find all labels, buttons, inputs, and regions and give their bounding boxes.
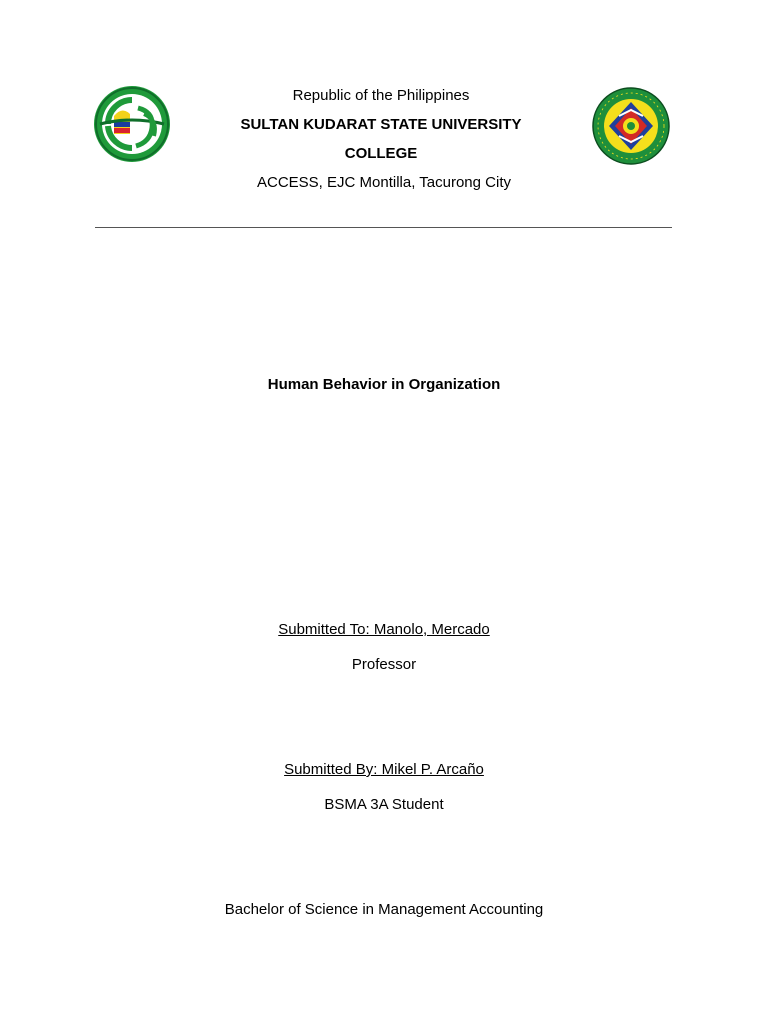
submitted-to-block — [0, 621, 768, 639]
program-name: Bachelor of Science in Management Accounting — [224, 901, 544, 918]
header-divider — [95, 227, 672, 228]
document-title: Human Behavior in Organization — [267, 376, 501, 393]
professor-label: Professor — [351, 656, 417, 673]
submitted-by-block — [0, 761, 768, 779]
submitted-by: Submitted By: Mikel P. Arcaño — [284, 761, 484, 778]
republic-line: Republic of the Philippines — [292, 87, 470, 104]
submitted-to: Submitted To: Manolo, Mercado — [278, 621, 490, 638]
address-line: ACCESS, EJC Montilla, Tacurong City — [257, 174, 511, 191]
college-line: COLLEGE — [344, 145, 418, 162]
student-label: BSMA 3A Student — [324, 796, 444, 813]
university-name: SULTAN KUDARAT STATE UNIVERSITY — [240, 116, 522, 133]
